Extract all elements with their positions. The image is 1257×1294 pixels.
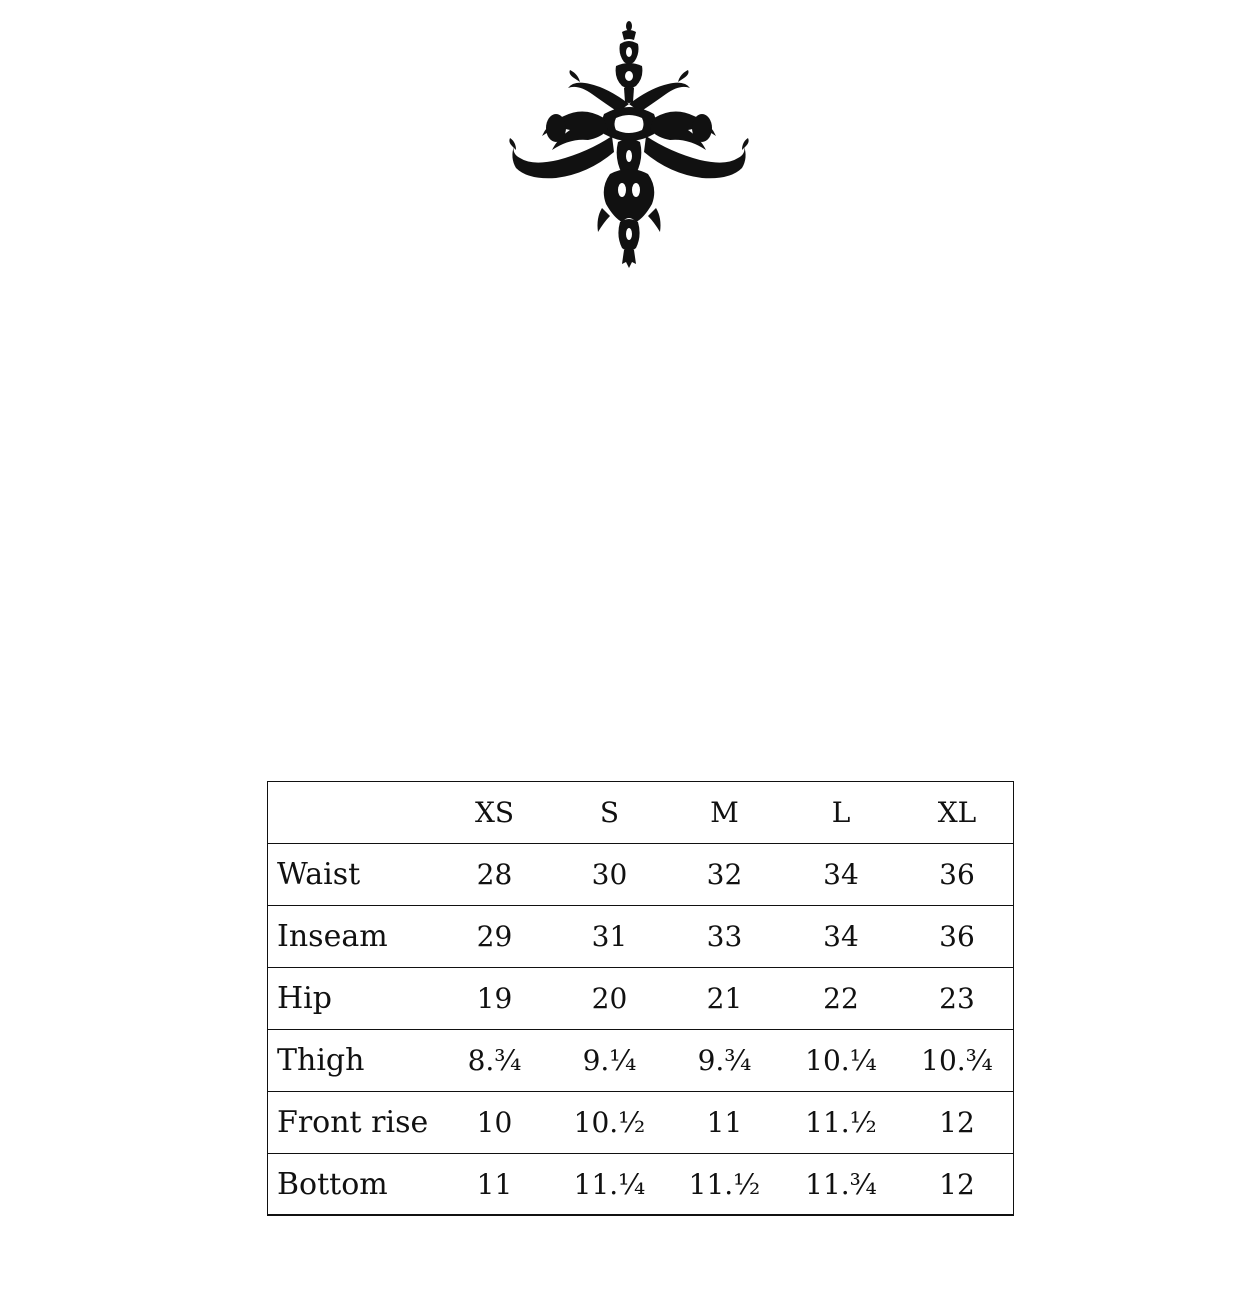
measurement-cell: 12 — [900, 1092, 1014, 1154]
measurement-cell: 31 — [552, 906, 667, 968]
measurement-cell: 11.½ — [667, 1154, 782, 1216]
row-label: Bottom — [267, 1154, 437, 1216]
row-label: Waist — [267, 844, 437, 906]
measurement-cell: 8.¾ — [437, 1030, 552, 1092]
measurement-cell: 36 — [900, 906, 1014, 968]
measurement-cell: 9.¾ — [667, 1030, 782, 1092]
measurement-cell: 11.½ — [782, 1092, 900, 1154]
measurement-cell: 22 — [782, 968, 900, 1030]
measurement-cell: 11 — [667, 1092, 782, 1154]
measurement-cell: 10.¼ — [782, 1030, 900, 1092]
table-row-bottom — [267, 1154, 1014, 1216]
measurement-cell: 20 — [552, 968, 667, 1030]
measurement-cell: 34 — [782, 844, 900, 906]
measurement-cell: 11.¼ — [552, 1154, 667, 1216]
measurement-cell: 10 — [437, 1092, 552, 1154]
measurement-cell: 29 — [437, 906, 552, 968]
measurement-cell: 33 — [667, 906, 782, 968]
measurement-cell: 34 — [782, 906, 900, 968]
size-header-xs: XS — [437, 782, 552, 844]
measurement-cell: 19 — [437, 968, 552, 1030]
size-header-xl: XL — [900, 782, 1014, 844]
measurement-cell: 12 — [900, 1154, 1014, 1216]
table-row-inseam — [267, 906, 1014, 968]
measurement-cell: 36 — [900, 844, 1014, 906]
measurement-cell: 11 — [437, 1154, 552, 1216]
table-row-hip — [267, 968, 1014, 1030]
row-label: Front rise — [267, 1092, 437, 1154]
size-chart-table — [267, 781, 1014, 1216]
measurement-cell: 9.¼ — [552, 1030, 667, 1092]
size-header-row — [267, 782, 1014, 844]
measurement-cell: 11.¾ — [782, 1154, 900, 1216]
row-label: Hip — [267, 968, 437, 1030]
size-header-s: S — [552, 782, 667, 844]
size-header-l: L — [782, 782, 900, 844]
measurement-cell: 23 — [900, 968, 1014, 1030]
row-label: Inseam — [267, 906, 437, 968]
measurement-cell: 30 — [552, 844, 667, 906]
measurement-cell: 28 — [437, 844, 552, 906]
size-header-m: M — [667, 782, 782, 844]
brand-ornament-logo — [508, 18, 750, 268]
measurement-cell: 21 — [667, 968, 782, 1030]
table-row-thigh — [267, 1030, 1014, 1092]
measurement-cell: 10.¾ — [900, 1030, 1014, 1092]
measurement-cell: 32 — [667, 844, 782, 906]
table-row-front-rise — [267, 1092, 1014, 1154]
measurement-cell: 10.½ — [552, 1092, 667, 1154]
corner-cell — [267, 782, 437, 844]
table-row-waist — [267, 844, 1014, 906]
row-label: Thigh — [267, 1030, 437, 1092]
